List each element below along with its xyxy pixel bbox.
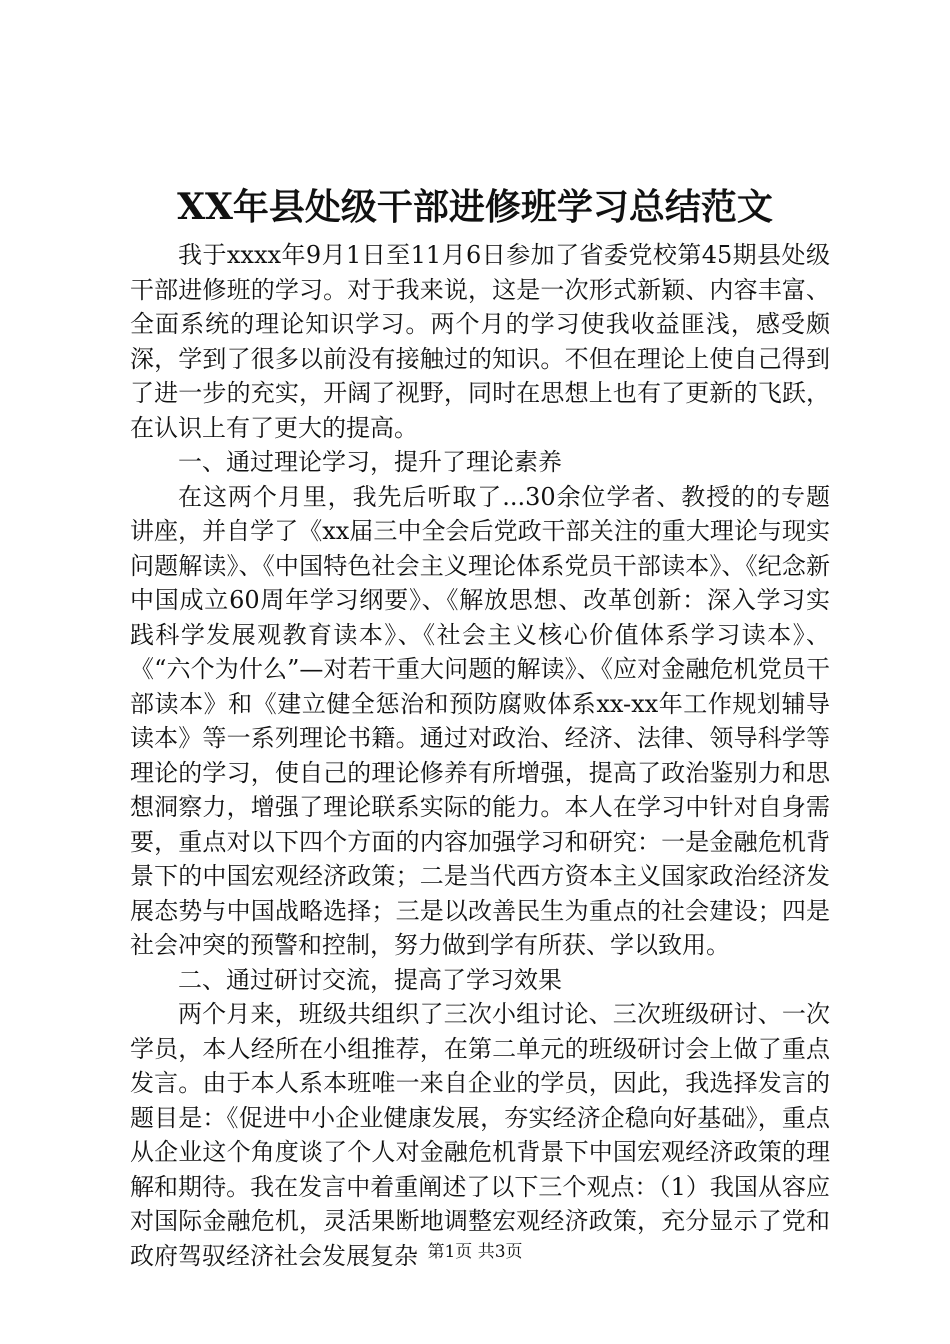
document-title: XX年县处级干部进修班学习总结范文 bbox=[177, 186, 773, 228]
intro-paragraph: 我于xxxx年9月1日至11月6日参加了省委党校第45期县处级干部进修班的学习。对于我来说，这是一次形式新颖、内容丰富、全面系统的理论知识学习。两个月的学习使我收益匪浅，感受颇深，学到了很多以前没有接触过的知识。不但在理论上使自己得到了进一步的充实，开阔了视野，同时在思想上也有了更新的飞跃，在认识上有了更大的提高。 bbox=[130, 241, 830, 442]
section-1-paragraph: 在这两个月里，我先后听取了...30余位学者、教授的的专题讲座，并自学了《xx届三中全会后党政干部关注的重大理论与现实问题解读》、《中国特色社会主义理论体系党员干部读本》、《纪念新中国成立60周年学习纲要》、《解放思想、改革创新：深入学习实践科学发展观教育读本》、《社会主义核心价值体系学习读本》、《“六个为什么”—对若干重大问题的解读》、《应对金融危机党员干部读本》和《建立健全惩治和预防腐败体系xx-xx年工作规划辅导读本》等一系列理论书籍。通过对政治、经济、法律、领导科学等理论的学习，使自己的理论修养有所增强，提高了政治鉴别力和思想洞察力，增强了理论联系实际的能力。本人在学习中针对自身需要，重点对以下四个方面的内容加强学习和研究：一是金融危机背景下的中国宏观经济政策；二是当代西方资本主义国家政治经济发展态势与中国战略选择；三是以改善民生为重点的社会建设；四是社会冲突的预警和控制，努力做到学有所获、学以致用。 bbox=[130, 482, 830, 959]
page-footer: 第1页 共3页 bbox=[427, 1242, 523, 1262]
section-2-paragraph: 两个月来，班级共组织了三次小组讨论、三次班级研讨、一次学员，本人经所在小组推荐，在第二单元的班级研讨会上做了重点发言。由于本人系本班唯一来自企业的学员，因此，我选择发言的题目是：《促进中小企业健康发展，夯实经济企稳向好基础》，重点从企业这个角度谈了个人对金融危机背景下中国宏观经济政策的理解和期待。我在发言中着重阐述了以下三个观点：（1）我国从容应对国际金融危机，灵活果断地调整宏观经济政策，充分显示了党和政府驾驭经济社会发展复杂 bbox=[130, 1000, 830, 1270]
section-heading-2: 二、通过研讨交流，提高了学习效果 bbox=[178, 965, 562, 994]
section-heading-1: 一、通过理论学习，提升了理论素养 bbox=[178, 448, 562, 476]
document-body bbox=[130, 238, 830, 1273]
